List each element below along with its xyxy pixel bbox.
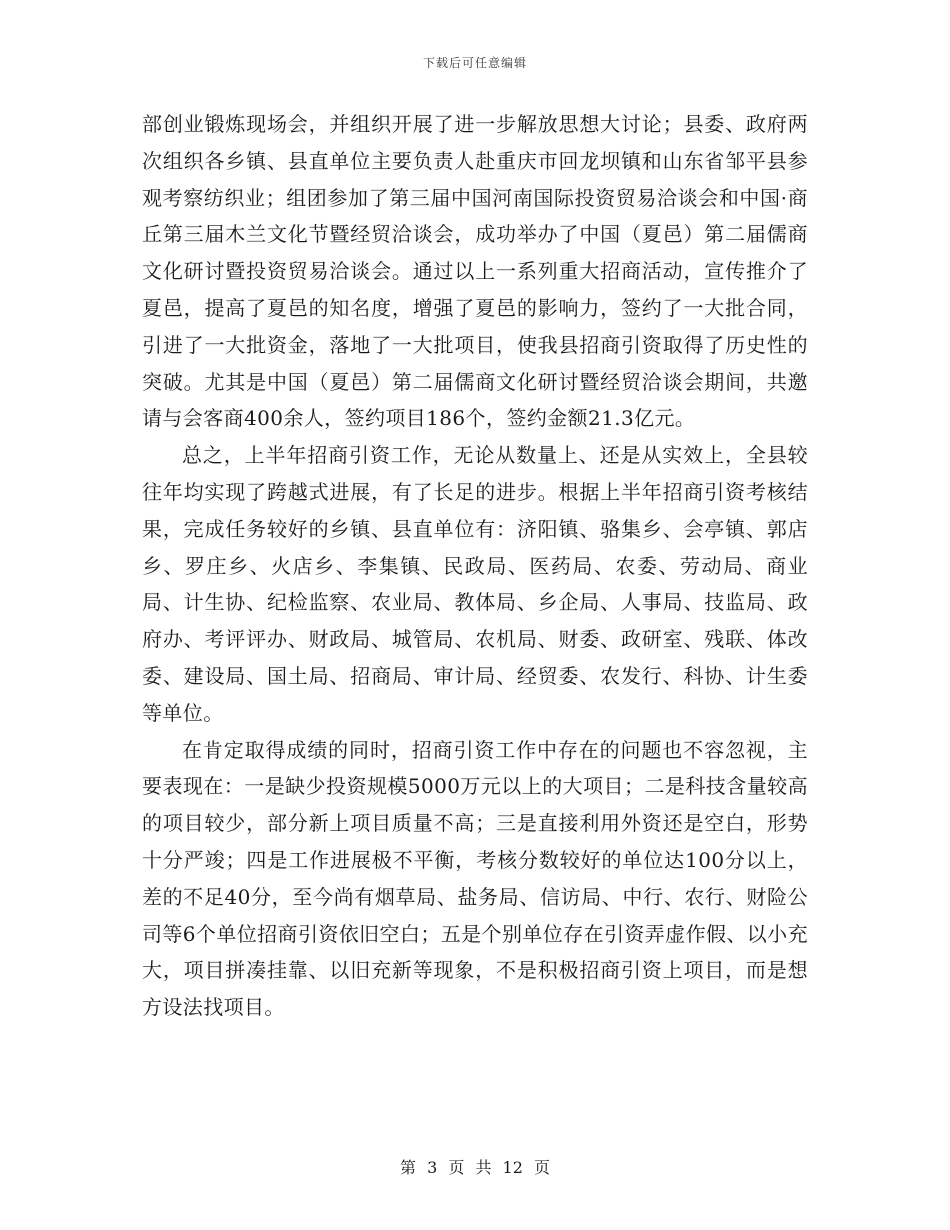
page-number: 第 3 页 共 12 页 [400,1158,550,1177]
document-body [142,106,808,1026]
paragraph-continuation: 部创业锻炼现场会，并组织开展了进一步解放思想大讨论；县委、政府两次组织各乡镇、县直单位主要负责人赴重庆市回龙坝镇和山东省邹平县参观考察纺织业；组团参加了第三届中国河南国际投资贸易洽谈会和中国·商丘第三届木兰文化节暨经贸洽谈会，成功举办了中国（夏邑）第二届儒商文化研讨暨投资贸易洽谈会。通过以上一系列重大招商活动，宣传推介了夏邑，提高了夏邑的知名度，增强了夏邑的影响力，签约了一大批合同，引进了一大批资金，落地了一大批项目，使我县招商引资取得了历史性的突破。尤其是中国（夏邑）第二届儒商文化研讨暨经贸洽谈会期间，共邀请与会客商400余人，签约项目186个，签约金额21.3亿元。 [142,112,808,431]
paragraph-summary: 总之，上半年招商引资工作，无论从数量上、还是从实效上，全县较往年均实现了跨越式进展，有了长足的进步。根据上半年招商引资考核结果，完成任务较好的乡镇、县直单位有：济阳镇、骆集乡、会亭镇、郭店乡、罗庄乡、火店乡、李集镇、民政局、医药局、农委、劳动局、商业局、计生协、纪检监察、农业局、教体局、乡企局、人事局、技监局、政府办、考评评办、财政局、城管局、农机局、财委、政研室、残联、体改委、建设局、国土局、招商局、审计局、经贸委、农发行、科协、计生委等单位。 [142,443,808,725]
page-header: 下载后可任意编辑 [422,56,527,70]
paragraph-problems: 在肯定取得成绩的同时，招商引资工作中存在的问题也不容忽视，主要表现在：一是缺少投资规模5000万元以上的大项目；二是科技含量较高的项目较少，部分新上项目质量不高；三是直接利用外资还是空白，形势十分严竣；四是工作进展极不平衡，考核分数较好的单位达100分以上，差的不足40分，至今尚有烟草局、盐务局、信访局、中行、农行、财险公司等6个单位招商引资依旧空白；五是个别单位存在引资弄虚作假、以小充大，项目拼凑挂靠、以旧充新等现象，不是积极招商引资上项目，而是想方设法找项目。 [142,737,808,1020]
